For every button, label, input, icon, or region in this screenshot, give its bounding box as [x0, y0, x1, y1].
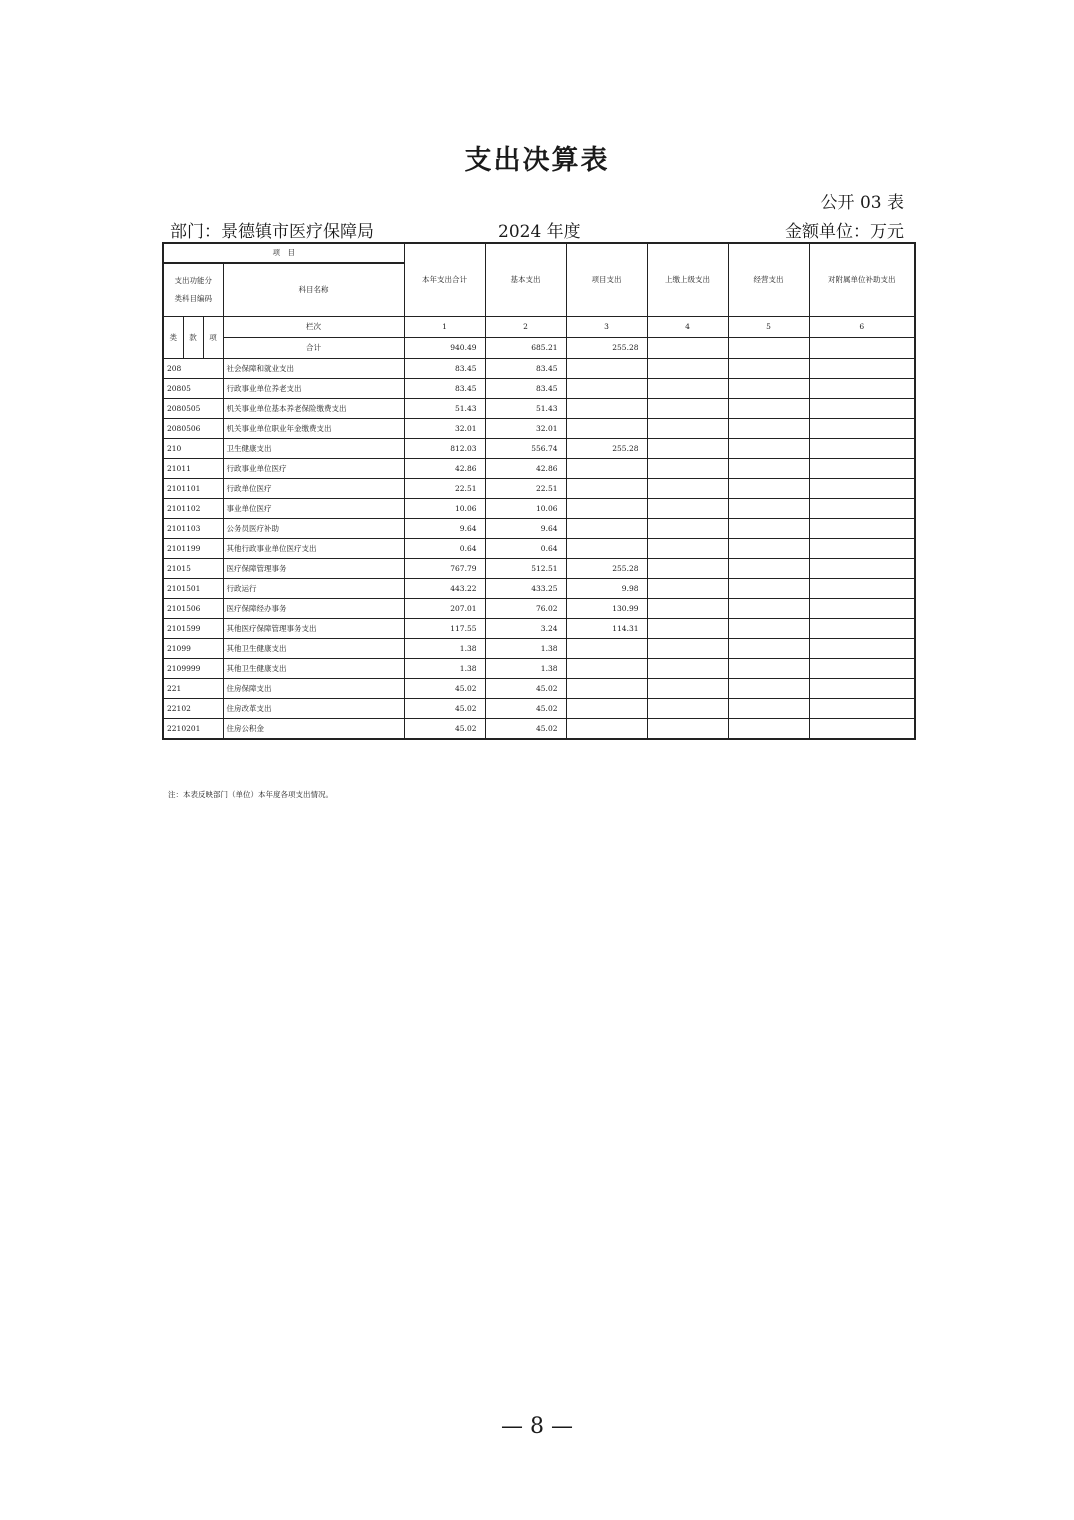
row-value	[728, 419, 809, 439]
row-code: 22102	[163, 699, 223, 719]
row-code: 2101506	[163, 599, 223, 619]
row-value	[566, 519, 647, 539]
row-value	[647, 679, 728, 699]
row-value: 10.06	[404, 499, 485, 519]
row-value	[809, 479, 915, 499]
table-row	[163, 439, 915, 459]
header-func-code-line2: 类科目编码	[174, 294, 212, 303]
row-value: 255.28	[566, 559, 647, 579]
row-value: 76.02	[485, 599, 566, 619]
row-value	[809, 639, 915, 659]
row-subject-name: 公务员医疗补助	[223, 519, 404, 539]
column-number-1: 1	[404, 317, 485, 338]
table-row	[163, 499, 915, 519]
header-col-2: 基本支出	[485, 243, 566, 317]
table-row	[163, 719, 915, 740]
row-subject-name: 其他卫生健康支出	[223, 659, 404, 679]
row-value	[647, 539, 728, 559]
row-code: 2101199	[163, 539, 223, 559]
row-value: 32.01	[404, 419, 485, 439]
row-value	[647, 579, 728, 599]
row-value	[728, 599, 809, 619]
header-col-4: 上缴上级支出	[647, 243, 728, 317]
row-value	[809, 419, 915, 439]
total-value	[809, 338, 915, 359]
header-kuan: 款	[183, 317, 203, 359]
row-value	[809, 399, 915, 419]
table-row	[163, 359, 915, 379]
row-value: 1.38	[485, 659, 566, 679]
row-value	[647, 659, 728, 679]
row-value	[728, 379, 809, 399]
row-value: 512.51	[485, 559, 566, 579]
row-value	[647, 639, 728, 659]
row-value	[809, 579, 915, 599]
table-note: 注：本表反映部门（单位）本年度各项支出情况。	[168, 790, 333, 799]
row-value	[809, 559, 915, 579]
row-value: 10.06	[485, 499, 566, 519]
row-value: 117.55	[404, 619, 485, 639]
row-value	[809, 619, 915, 639]
table-row	[163, 659, 915, 679]
row-value: 45.02	[485, 679, 566, 699]
row-subject-name: 事业单位医疗	[223, 499, 404, 519]
row-value	[809, 519, 915, 539]
page-title: 支出决算表	[464, 145, 610, 176]
row-value	[809, 719, 915, 740]
expenditure-table	[162, 242, 916, 740]
row-value: 51.43	[404, 399, 485, 419]
row-value: 45.02	[404, 719, 485, 740]
table-row	[163, 459, 915, 479]
header-lei: 类	[163, 317, 183, 359]
column-number-2: 2	[485, 317, 566, 338]
row-code: 2080506	[163, 419, 223, 439]
row-value	[647, 379, 728, 399]
row-value	[566, 719, 647, 740]
row-value: 45.02	[404, 699, 485, 719]
row-code: 2101101	[163, 479, 223, 499]
row-value: 83.45	[485, 359, 566, 379]
row-value	[809, 599, 915, 619]
row-subject-name: 医疗保障经办事务	[223, 599, 404, 619]
row-value	[728, 679, 809, 699]
row-value	[809, 439, 915, 459]
header-func-code-line1: 支出功能分	[174, 276, 212, 285]
row-code: 21099	[163, 639, 223, 659]
row-value	[728, 619, 809, 639]
row-value	[647, 519, 728, 539]
row-code: 21015	[163, 559, 223, 579]
row-value	[809, 459, 915, 479]
row-value	[809, 659, 915, 679]
header-func-code	[163, 263, 223, 317]
total-value: 255.28	[566, 338, 647, 359]
column-number-5: 5	[728, 317, 809, 338]
row-value: 45.02	[404, 679, 485, 699]
row-value	[728, 719, 809, 740]
row-value	[647, 499, 728, 519]
row-value	[809, 379, 915, 399]
row-value: 130.99	[566, 599, 647, 619]
row-value	[566, 639, 647, 659]
row-subject-name: 其他行政事业单位医疗支出	[223, 539, 404, 559]
year-label: 2024 年度	[498, 222, 581, 242]
row-value	[647, 439, 728, 459]
form-number: 公开 03 表	[820, 193, 904, 213]
total-label: 合计	[223, 338, 404, 359]
row-value	[566, 659, 647, 679]
row-subject-name: 其他卫生健康支出	[223, 639, 404, 659]
row-value: 556.74	[485, 439, 566, 459]
table-row	[163, 419, 915, 439]
row-value	[728, 539, 809, 559]
column-number-6: 6	[809, 317, 915, 338]
row-subject-name: 住房公积金	[223, 719, 404, 740]
row-value: 9.64	[485, 519, 566, 539]
row-value: 1.38	[404, 659, 485, 679]
row-code: 20805	[163, 379, 223, 399]
row-value: 32.01	[485, 419, 566, 439]
row-value	[647, 719, 728, 740]
row-value	[566, 499, 647, 519]
header-col-5: 经营支出	[728, 243, 809, 317]
department-label: 部门：景德镇市医疗保障局	[170, 222, 374, 242]
row-value: 83.45	[404, 359, 485, 379]
row-value: 255.28	[566, 439, 647, 459]
row-value: 51.43	[485, 399, 566, 419]
row-value	[647, 599, 728, 619]
row-value	[728, 639, 809, 659]
row-value	[728, 499, 809, 519]
row-value: 22.51	[485, 479, 566, 499]
row-value: 45.02	[485, 719, 566, 740]
row-value	[647, 699, 728, 719]
row-value	[647, 479, 728, 499]
row-value	[647, 459, 728, 479]
row-value	[566, 359, 647, 379]
row-subject-name: 卫生健康支出	[223, 439, 404, 459]
page-number: — 8 —	[501, 1414, 573, 1439]
row-code: 221	[163, 679, 223, 699]
row-code: 2101599	[163, 619, 223, 639]
row-subject-name: 行政事业单位医疗	[223, 459, 404, 479]
table-row	[163, 699, 915, 719]
table-row	[163, 539, 915, 559]
row-value	[647, 559, 728, 579]
row-code: 21011	[163, 459, 223, 479]
row-value	[566, 539, 647, 559]
row-value: 9.98	[566, 579, 647, 599]
row-value: 83.45	[404, 379, 485, 399]
header-item: 项 目	[163, 243, 404, 263]
row-subject-name: 行政单位医疗	[223, 479, 404, 499]
row-value: 0.64	[485, 539, 566, 559]
header-subject-name: 科目名称	[223, 263, 404, 317]
row-value	[728, 359, 809, 379]
row-value	[809, 359, 915, 379]
row-value: 812.03	[404, 439, 485, 459]
row-code: 208	[163, 359, 223, 379]
row-value	[566, 699, 647, 719]
row-subject-name: 机关事业单位职业年金缴费支出	[223, 419, 404, 439]
row-value: 207.01	[404, 599, 485, 619]
total-value	[728, 338, 809, 359]
row-code: 2080505	[163, 399, 223, 419]
row-value	[728, 439, 809, 459]
row-code: 2101501	[163, 579, 223, 599]
table-row	[163, 399, 915, 419]
row-value	[809, 699, 915, 719]
row-subject-name: 其他医疗保障管理事务支出	[223, 619, 404, 639]
row-value	[728, 559, 809, 579]
table-row	[163, 559, 915, 579]
table-row	[163, 599, 915, 619]
header-col-3: 项目支出	[566, 243, 647, 317]
row-value	[566, 479, 647, 499]
row-value	[728, 399, 809, 419]
row-value: 22.51	[404, 479, 485, 499]
table-row	[163, 619, 915, 639]
row-value	[728, 699, 809, 719]
row-value	[566, 399, 647, 419]
row-value	[728, 459, 809, 479]
row-value: 1.38	[485, 639, 566, 659]
row-value: 114.31	[566, 619, 647, 639]
row-value	[809, 499, 915, 519]
row-value: 1.38	[404, 639, 485, 659]
total-value: 685.21	[485, 338, 566, 359]
table-row	[163, 519, 915, 539]
row-value	[728, 519, 809, 539]
row-value	[647, 619, 728, 639]
table-row	[163, 479, 915, 499]
row-code: 2101102	[163, 499, 223, 519]
row-value: 0.64	[404, 539, 485, 559]
row-subject-name: 行政运行	[223, 579, 404, 599]
row-subject-name: 住房保障支出	[223, 679, 404, 699]
row-value: 3.24	[485, 619, 566, 639]
row-subject-name: 行政事业单位养老支出	[223, 379, 404, 399]
row-value: 433.25	[485, 579, 566, 599]
row-code: 2109999	[163, 659, 223, 679]
row-subject-name: 社会保障和就业支出	[223, 359, 404, 379]
row-value: 9.64	[404, 519, 485, 539]
table-row	[163, 679, 915, 699]
column-number-3: 3	[566, 317, 647, 338]
row-code: 210	[163, 439, 223, 459]
row-value	[647, 419, 728, 439]
row-subject-name: 机关事业单位基本养老保险缴费支出	[223, 399, 404, 419]
row-value	[728, 479, 809, 499]
row-value	[566, 379, 647, 399]
row-value	[809, 679, 915, 699]
row-code: 2210201	[163, 719, 223, 740]
total-value	[647, 338, 728, 359]
total-value: 940.49	[404, 338, 485, 359]
row-value	[566, 419, 647, 439]
row-value	[647, 399, 728, 419]
row-subject-name: 住房改革支出	[223, 699, 404, 719]
table-row	[163, 579, 915, 599]
row-value	[647, 359, 728, 379]
table-row	[163, 379, 915, 399]
row-value	[566, 679, 647, 699]
row-value: 443.22	[404, 579, 485, 599]
row-value: 42.86	[404, 459, 485, 479]
header-col-1: 本年支出合计	[404, 243, 485, 317]
row-value: 83.45	[485, 379, 566, 399]
row-value	[728, 659, 809, 679]
row-value: 45.02	[485, 699, 566, 719]
header-xiang: 项	[203, 317, 223, 359]
row-subject-name: 医疗保障管理事务	[223, 559, 404, 579]
unit-label: 金额单位：万元	[785, 222, 904, 242]
column-number-4: 4	[647, 317, 728, 338]
header-col-6: 对附属单位补助支出	[809, 243, 915, 317]
row-code: 2101103	[163, 519, 223, 539]
header-lanci: 栏次	[223, 317, 404, 338]
row-value	[809, 539, 915, 559]
row-value	[728, 579, 809, 599]
row-value	[566, 459, 647, 479]
row-value: 42.86	[485, 459, 566, 479]
row-value: 767.79	[404, 559, 485, 579]
table-row	[163, 639, 915, 659]
